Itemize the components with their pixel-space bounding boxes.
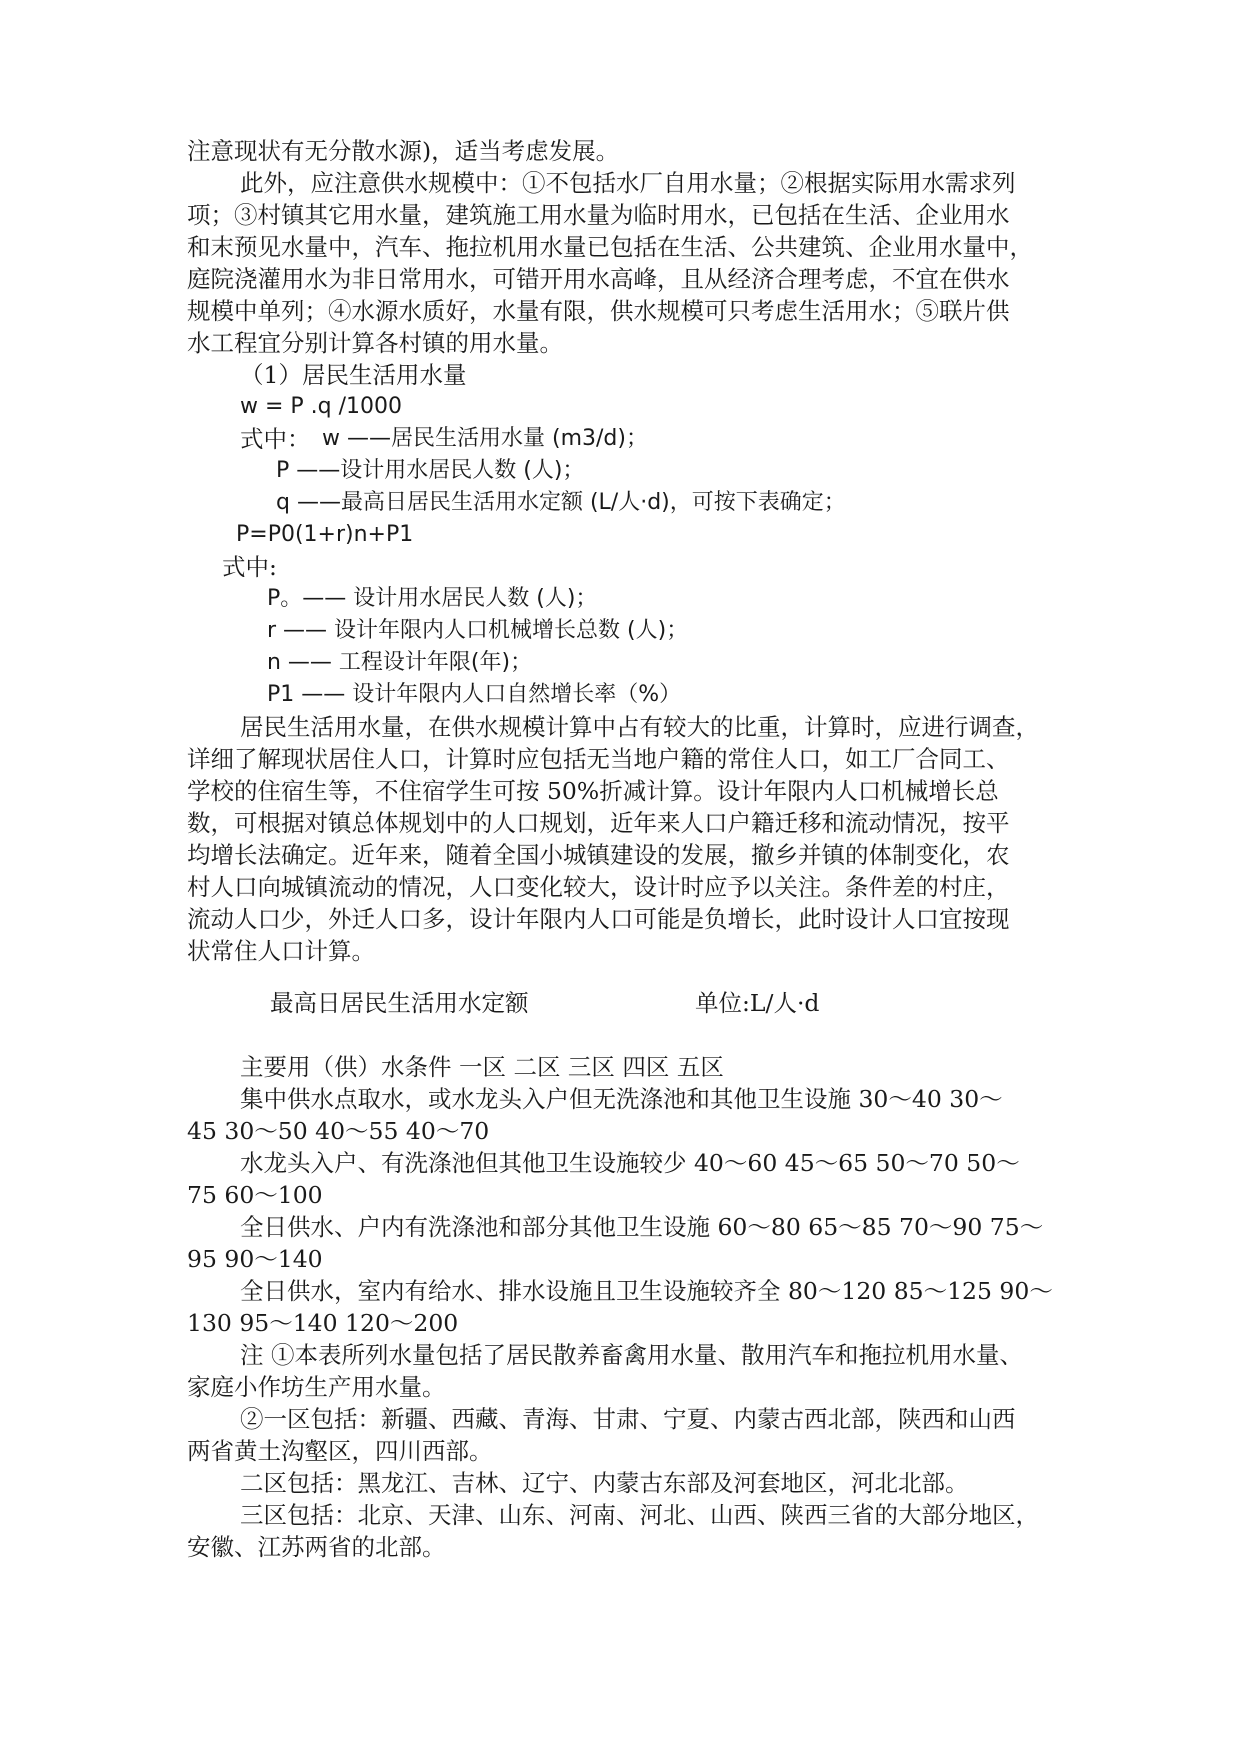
note-line: ②一区包括：新疆、西藏、青海、甘肃、宁夏、内蒙古西北部，陕西和山西 xyxy=(240,1405,1016,1433)
table-title: 最高日居民生活用水定额 xyxy=(270,989,529,1017)
table-row: 全日供水、户内有洗涤池和部分其他卫生设施 60～80 65～85 70～90 75～ xyxy=(240,1213,1044,1241)
paragraph-line: 和末预见水量中，汽车、拖拉机用水量已包括在生活、公共建筑、企业用水量中， xyxy=(187,233,1033,261)
note-line: 家庭小作坊生产用水量。 xyxy=(187,1373,446,1401)
paragraph-line: 学校的住宿生等，不住宿学生可按 50%折减计算。设计年限内人口机械增长总 xyxy=(187,777,999,805)
paragraph-line: 此外，应注意供水规模中：①不包括水厂自用水量；②根据实际用水需求列 xyxy=(240,169,1016,197)
note-line: 注 ①本表所列水量包括了居民散养畜禽用水量、散用汽车和拖拉机用水量、 xyxy=(240,1341,1023,1369)
paragraph-line: 流动人口少，外迁人口多，设计年限内人口可能是负增长，此时设计人口宜按现 xyxy=(187,905,1010,933)
note-line: 安徽、江苏两省的北部。 xyxy=(187,1533,446,1561)
paragraph-line: 均增长法确定。近年来，随着全国小城镇建设的发展，撤乡并镇的体制变化，农 xyxy=(187,841,1010,869)
paragraph-line: 居民生活用水量，在供水规模计算中占有较大的比重，计算时，应进行调查， xyxy=(240,713,1039,741)
table-row-cont: 130 95～140 120～200 xyxy=(187,1309,459,1337)
table-row-cont: 75 60～100 xyxy=(187,1181,323,1209)
paragraph-line: 庭院浇灌用水为非日常用水，可错开用水高峰，且从经济合理考虑，不宜在供水 xyxy=(187,265,1010,293)
section-heading: （1）居民生活用水量 xyxy=(240,361,467,389)
paragraph-line: 村人口向城镇流动的情况，人口变化较大，设计时应予以关注。条件差的村庄， xyxy=(187,873,1010,901)
paragraph-line: 状常住人口计算。 xyxy=(187,937,375,965)
definition-p: P ——设计用水居民人数 (人)； xyxy=(276,458,585,483)
note-line: 二区包括：黑龙江、吉林、辽宁、内蒙古东部及河套地区，河北北部。 xyxy=(240,1469,969,1497)
paragraph-line: 项；③村镇其它用水量，建筑施工用水量为临时用水，已包括在生活、企业用水 xyxy=(187,201,1010,229)
table-row-cont: 95 90～140 xyxy=(187,1245,323,1273)
paragraph-line: 注意现状有无分散水源)，适当考虑发展。 xyxy=(187,137,620,165)
definition-r: r —— 设计年限内人口机械增长总数 (人)； xyxy=(267,618,689,643)
table-row-cont: 45 30～50 40～55 40～70 xyxy=(187,1117,490,1145)
formula-w: w = P .q /1000 xyxy=(240,394,403,419)
paragraph-line: 详细了解现状居住人口，计算时应包括无当地户籍的常住人口，如工厂合同工、 xyxy=(187,745,1010,773)
table-unit: 单位:L/人·d xyxy=(695,989,820,1017)
note-line: 三区包括：北京、天津、山东、河南、河北、山西、陕西三省的大部分地区， xyxy=(240,1501,1039,1529)
paragraph-line: 水工程宜分别计算各村镇的用水量。 xyxy=(187,329,563,357)
paragraph-line: 规模中单列；④水源水质好，水量有限，供水规模可只考虑生活用水；⑤联片供 xyxy=(187,297,1010,325)
paragraph-line: 数，可根据对镇总体规划中的人口规划，近年来人口户籍迁移和流动情况，按平 xyxy=(187,809,1010,837)
definition-p1: P1 —— 设计年限内人口自然增长率（%） xyxy=(267,682,682,707)
table-row: 水龙头入户、有洗涤池但其他卫生设施较少 40～60 45～65 50～70 50～ xyxy=(240,1149,1020,1177)
definition-label: 式中: xyxy=(222,553,277,581)
definition-label: 式中： xyxy=(240,425,311,453)
definition-p0: P。—— 设计用水居民人数 (人)； xyxy=(267,586,598,611)
table-row: 集中供水点取水，或水龙头入户但无洗涤池和其他卫生设施 30～40 30～ xyxy=(240,1085,1003,1113)
definition-n: n —— 工程设计年限(年)； xyxy=(267,650,533,675)
table-row: 全日供水，室内有给水、排水设施且卫生设施较齐全 80～120 85～125 90～ xyxy=(240,1277,1053,1305)
definition-w: w ——居民生活用水量 (m3/d)； xyxy=(322,426,648,451)
definition-q: q ——最高日居民生活用水定额 (L/人·d)，可按下表确定； xyxy=(276,490,846,515)
note-line: 两省黄土沟壑区，四川西部。 xyxy=(187,1437,493,1465)
table-header: 主要用（供）水条件 一区 二区 三区 四区 五区 xyxy=(240,1053,724,1081)
formula-p: P=P0(1+r)n+P1 xyxy=(236,522,414,547)
